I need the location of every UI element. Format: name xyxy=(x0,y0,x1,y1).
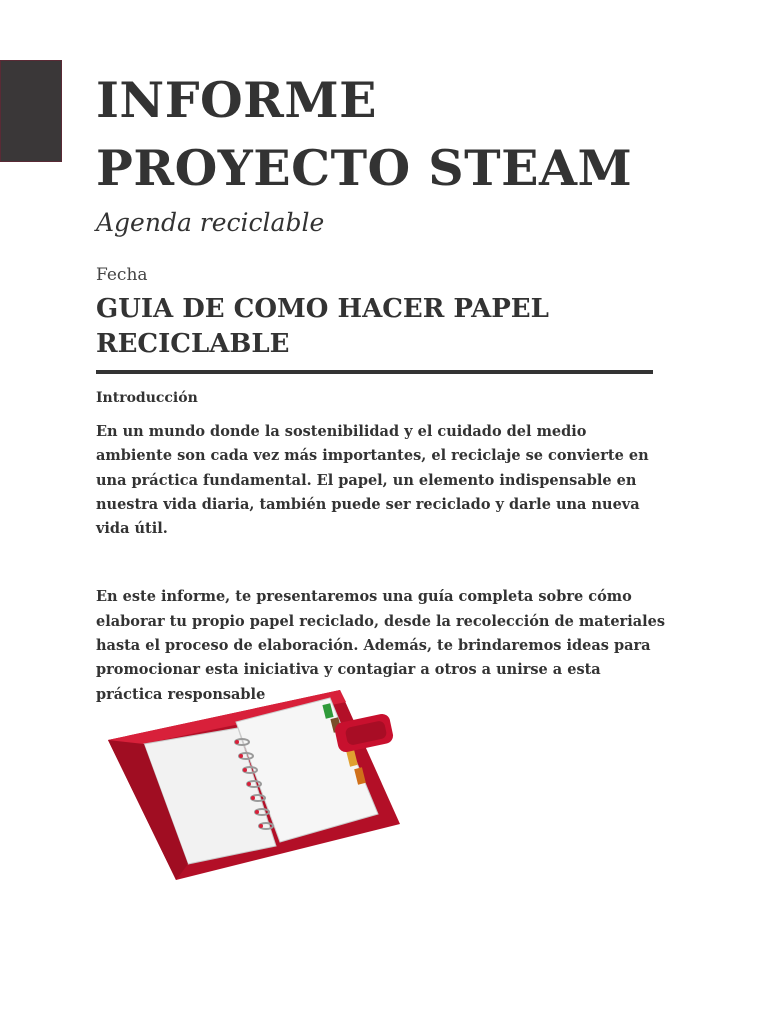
heading-divider xyxy=(96,370,653,374)
title-line-2: PROYECTO STEAM xyxy=(96,139,633,197)
intro-heading: Introducción xyxy=(96,390,198,406)
agenda-planner-icon xyxy=(100,684,410,884)
date-label: Fecha xyxy=(96,265,148,285)
report-title xyxy=(96,66,656,202)
decorative-side-block xyxy=(0,60,62,162)
guide-title: GUIA DE COMO HACER PAPEL RECICLABLE xyxy=(96,294,549,359)
intro-paragraph-1: En un mundo donde la sostenibilidad y el cuidado del medio ambiente son cada vez más importantes, el reciclaje se convierte en una práctica fundamental. El papel, un elemento indispensable en nuestra vida diaria, también puede ser reciclado y darle una nueva vida útil. xyxy=(96,423,649,538)
report-subtitle: Agenda reciclable xyxy=(96,208,325,237)
report-content xyxy=(96,66,665,707)
title-line-1: INFORME xyxy=(96,71,377,129)
intro-paragraph-2: En este informe, te presentaremos una guía completa sobre cómo elaborar tu propio papel reciclado, desde la recolección de materiales hasta el proceso de elaboración. Además, te brindaremos ideas para promocionar esta iniciativa y contagiar a otros a unirse a esta práctica responsable xyxy=(96,588,665,703)
